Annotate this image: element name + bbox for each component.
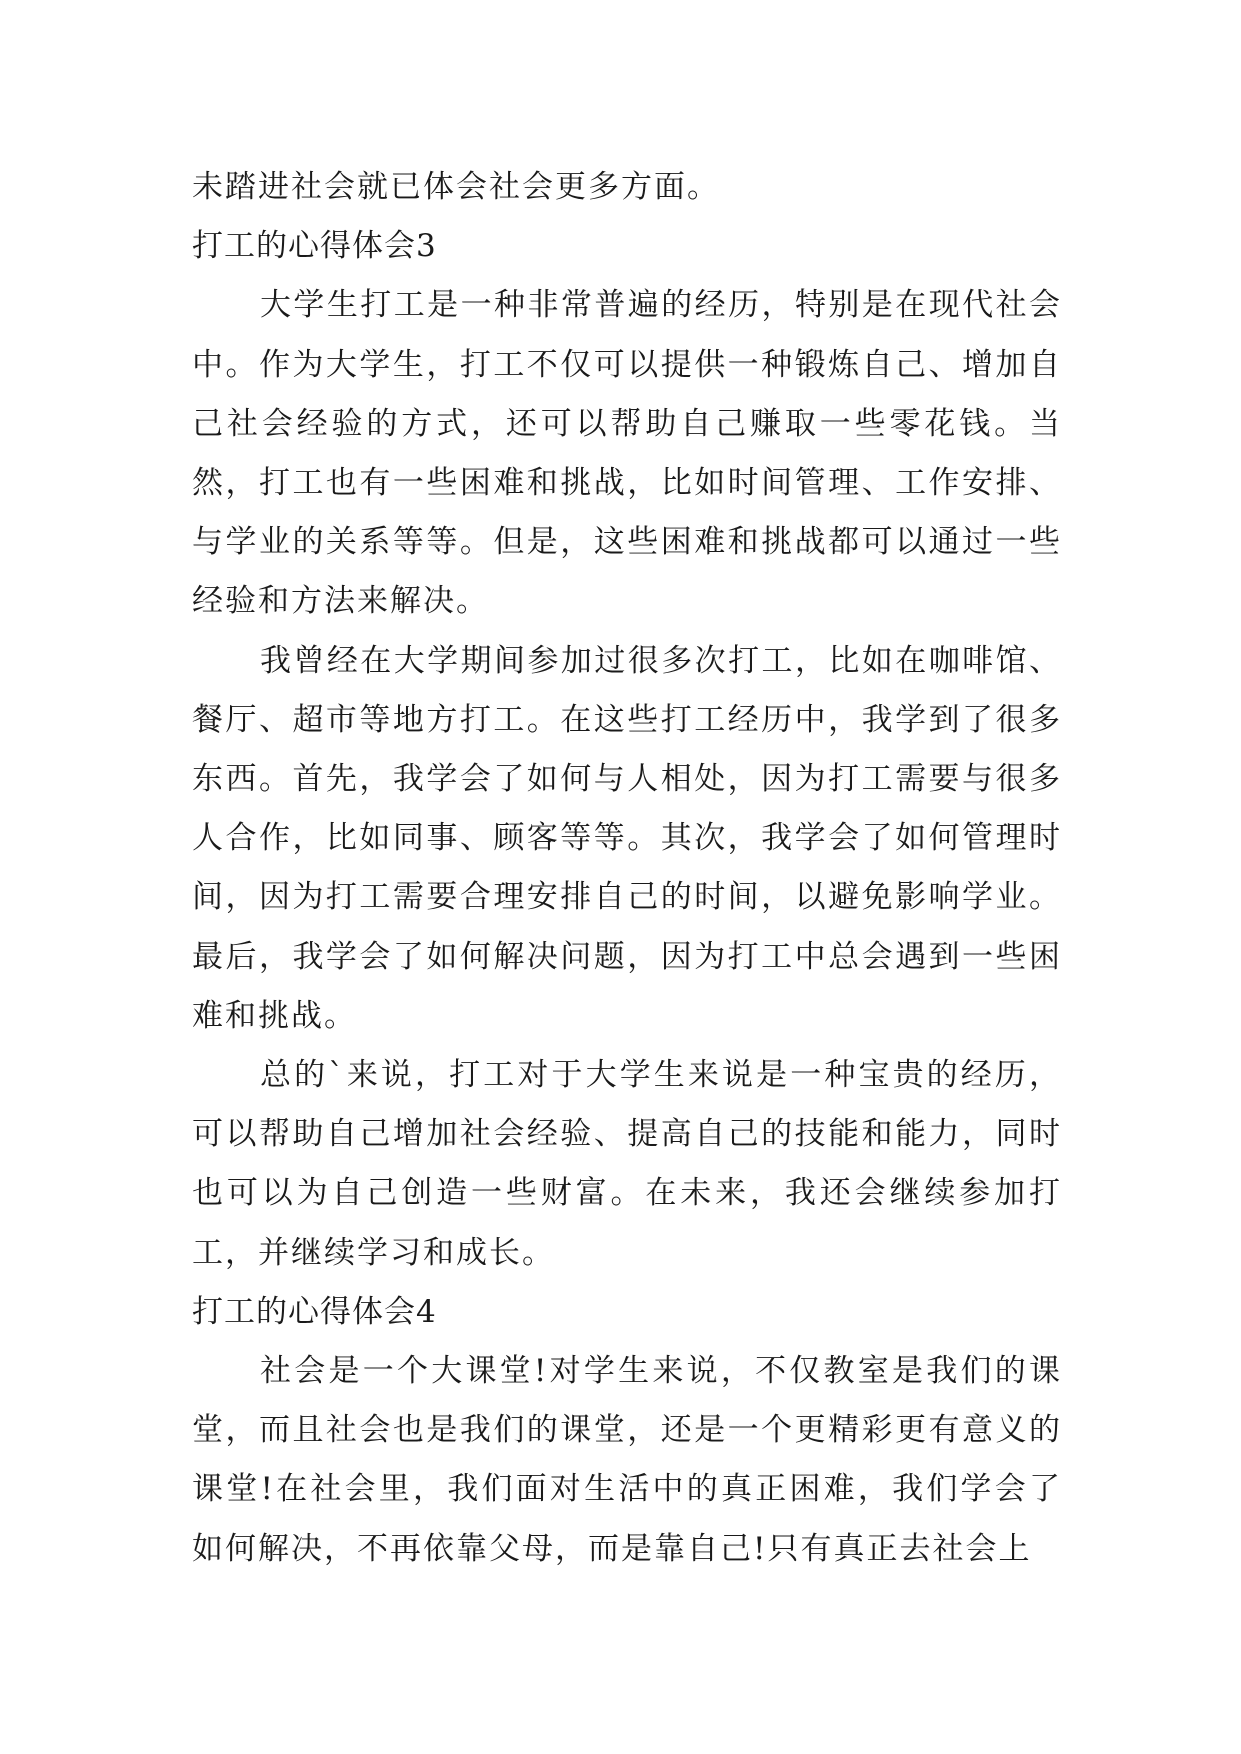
section-heading-4: 打工的心得体会4	[192, 1293, 437, 1330]
section-heading-3: 打工的心得体会3	[192, 228, 437, 265]
document-body	[192, 158, 1062, 1579]
paragraph: 总的`来说，打工对于大学生来说是一种宝贵的经历，可以帮助自己增加社会经验、提高自己的技能和能力，同时也可以为自己创造一些财富。在未来，我还会继续参加打工，并继续学习和成长。	[192, 1057, 1062, 1271]
paragraph: 社会是一个大课堂!对学生来说，不仅教室是我们的课堂，而且社会也是我们的课堂，还是一个更精彩更有意义的课堂!在社会里，我们面对生活中的真正困难，我们学会了如何解决，不再依靠父母，而是靠自己!只有真正去社会上	[192, 1353, 1062, 1567]
paragraph-continuation: 未踏进社会就已体会社会更多方面。	[192, 169, 720, 205]
paragraph: 我曾经在大学期间参加过很多次打工，比如在咖啡馆、餐厅、超市等地方打工。在这些打工经历中，我学到了很多东西。首先，我学会了如何与人相处，因为打工需要与很多人合作，比如同事、顾客等等。其次，我学会了如何管理时间，因为打工需要合理安排自己的时间，以避免影响学业。最后，我学会了如何解决问题，因为打工中总会遇到一些困难和挑战。	[192, 642, 1062, 1034]
paragraph: 大学生打工是一种非常普遍的经历，特别是在现代社会中。作为大学生，打工不仅可以提供一种锻炼自己、增加自己社会经验的方式，还可以帮助自己赚取一些零花钱。当然，打工也有一些困难和挑战，比如时间管理、工作安排、与学业的关系等等。但是，这些困难和挑战都可以通过一些经验和方法来解决。	[192, 287, 1062, 620]
